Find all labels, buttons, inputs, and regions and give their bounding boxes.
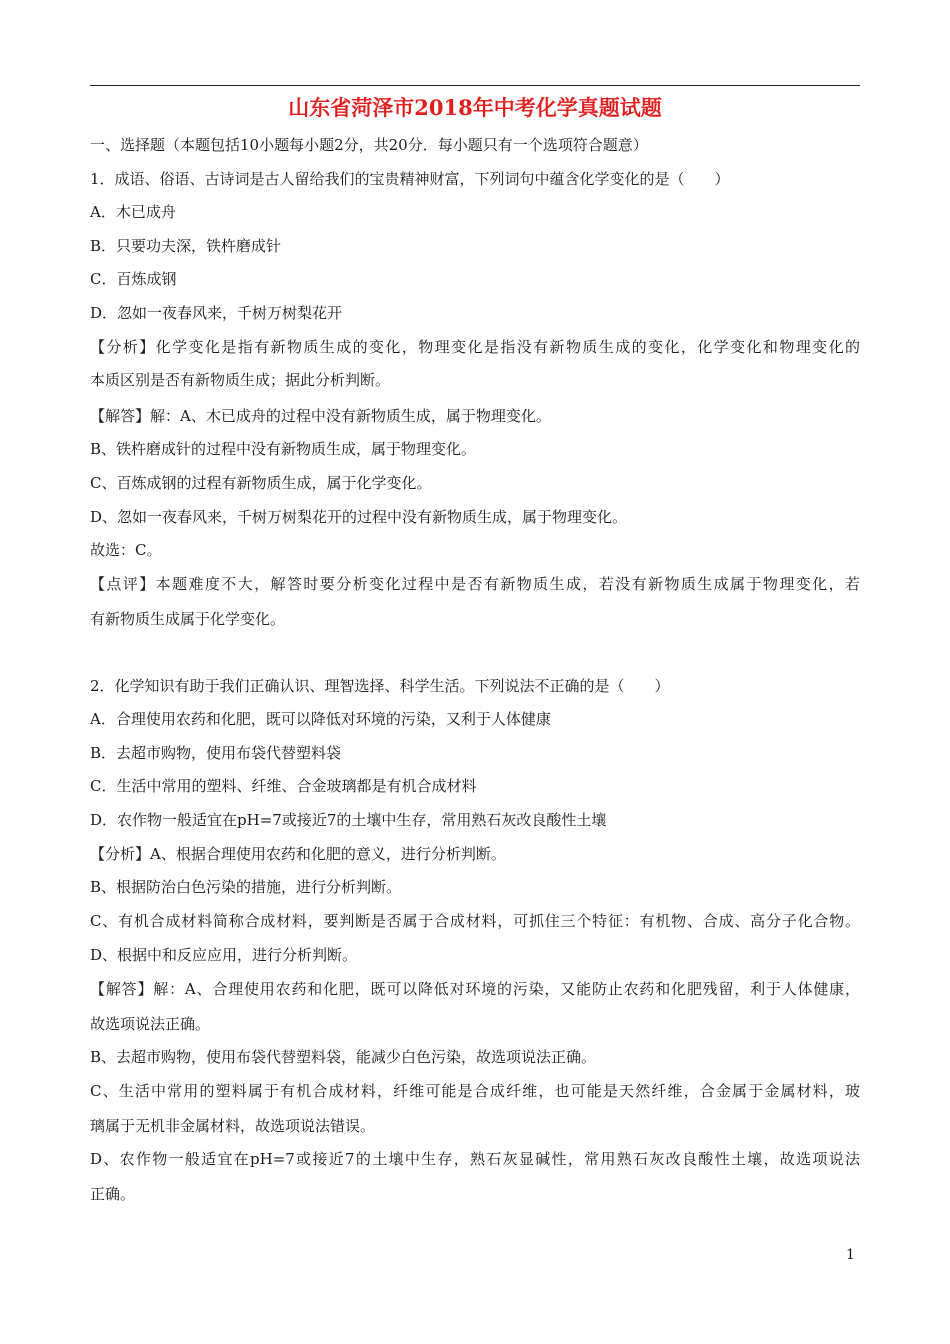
document-title: 山东省菏泽市2018年中考化学真题试题 (288, 95, 662, 120)
q1-answer: 【解答】解：A、木已成舟的过程中没有新物质生成，属于物理变化。 (90, 407, 551, 425)
question-1-stem: 1．成语、俗语、古诗词是古人留给我们的宝贵精神财富，下列词句中蕴含化学变化的是（ ） (90, 170, 730, 188)
q1-option-d: D．忽如一夜春风来，千树万树梨花开 (90, 304, 343, 322)
q2-option-d: D．农作物一般适宜在pH=7或接近7的土壤中生存，常用熟石灰改良酸性土壤 (90, 811, 607, 829)
q2-option-b: B．去超市购物，使用布袋代替塑料袋 (90, 744, 342, 762)
q2-analysis-d: D、根据中和反应应用，进行分析判断。 (90, 946, 358, 964)
q2-answer-a-cont: 故选项说法正确。 (90, 1015, 211, 1033)
q2-answer-d: D、农作物一般适宜在pH=7或接近7的土壤中生存，熟石灰显碱性，常用熟石灰改良酸性土壤，故选项说法 (90, 1150, 860, 1168)
q2-option-c: C．生活中常用的塑料、纤维、合金玻璃都是有机合成材料 (90, 777, 477, 795)
question-2-stem: 2．化学知识有助于我们正确认识、理智选择、科学生活。下列说法不正确的是（ ） (90, 677, 670, 695)
q1-comment: 【点评】本题难度不大，解答时要分析变化过程中是否有新物质生成，若没有新物质生成属于物理变化，若 (90, 575, 860, 593)
page-number: 1 (846, 1247, 855, 1263)
q2-analysis-c: C、有机合成材料简称合成材料，要判断是否属于合成材料，可抓住三个特征：有机物、合成、高分子化合物。 (90, 912, 860, 930)
q2-answer-b: B、去超市购物，使用布袋代替塑料袋，能减少白色污染，故选项说法正确。 (90, 1048, 597, 1066)
q1-option-b: B．只要功夫深，铁杵磨成针 (90, 237, 282, 255)
q1-option-a: A．木已成舟 (90, 203, 176, 221)
header-rule (90, 85, 860, 86)
section-heading: 一、选择题（本题包括10小题每小题2分，共20分．每小题只有一个选项符合题意） (90, 136, 648, 154)
q2-option-a: A．合理使用农药和化肥，既可以降低对环境的污染，又利于人体健康 (90, 710, 551, 728)
q1-answer-d: D、忽如一夜春风来，千树万树梨花开的过程中没有新物质生成，属于物理变化。 (90, 508, 628, 526)
q2-answer-c: C、生活中常用的塑料属于有机合成材料，纤维可能是合成纤维，也可能是天然纤维，合金属于金属材料，玻 (90, 1082, 860, 1100)
q1-choice: 故选：C。 (90, 541, 162, 559)
q2-analysis-a: 【分析】A、根据合理使用农药和化肥的意义，进行分析判断。 (90, 845, 506, 863)
q2-answer-a: 【解答】解：A、合理使用农药和化肥，既可以降低对环境的污染，又能防止农药和化肥残留，利于人体健康， (90, 980, 860, 998)
q1-answer-c: C、百炼成钢的过程有新物质生成，属于化学变化。 (90, 474, 432, 492)
q2-answer-d-cont: 正确。 (90, 1185, 136, 1203)
q1-analysis-cont: 本质区别是否有新物质生成；据此分析判断。 (90, 371, 391, 389)
q1-analysis: 【分析】化学变化是指有新物质生成的变化，物理变化是指没有新物质生成的变化，化学变化和物理变化的 (90, 338, 860, 356)
q2-answer-c-cont: 璃属于无机非金属材料，故选项说法错误。 (90, 1117, 376, 1135)
q1-answer-b: B、铁杵磨成针的过程中没有新物质生成，属于物理变化。 (90, 440, 477, 458)
q1-comment-cont: 有新物质生成属于化学变化。 (90, 610, 286, 628)
q2-analysis-b: B、根据防治白色污染的措施，进行分析判断。 (90, 878, 402, 896)
q1-option-c: C．百炼成钢 (90, 270, 177, 288)
